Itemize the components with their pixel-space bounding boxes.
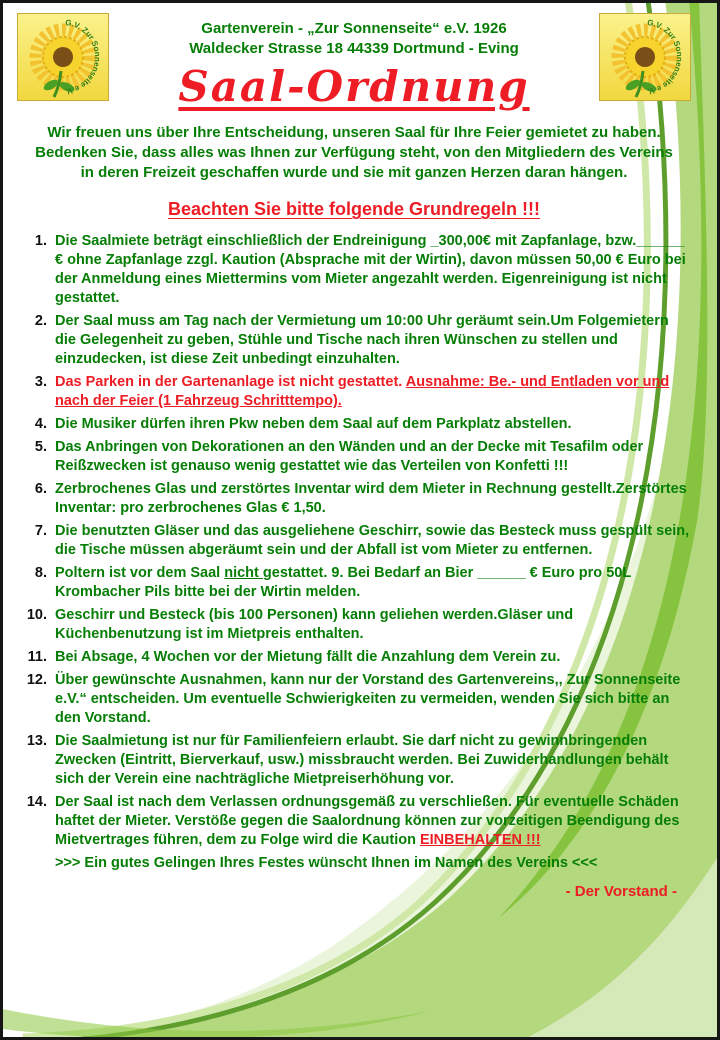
signature: - Der Vorstand - xyxy=(565,883,677,900)
rule-text-segment: EINBEHALTEN !!! xyxy=(419,832,541,848)
rule-text xyxy=(55,606,691,644)
rule-text xyxy=(55,648,691,667)
rule-number: 5. xyxy=(34,439,47,455)
rule-number: 13. xyxy=(26,733,47,749)
closing-line: >>> Ein gutes Gelingen Ihres Festes wünscht Ihnen im Namen des Vereins <<< xyxy=(55,855,598,871)
rule-text-segment: nicht xyxy=(224,565,263,581)
rule-number: 3. xyxy=(34,374,47,390)
rule-item xyxy=(17,438,691,476)
rule-text xyxy=(55,480,691,518)
intro-paragraph xyxy=(17,123,691,183)
rule-text-segment: Die Saalmietung ist nur für Familienfeiern erlaubt. Sie darf nicht zu gewinnbringenden Zwecken (Eintritt, Bierverkauf, usw.) missbraucht werden. Bei Zuwiderhandlungen behält sich der Verein eine nachträgliche Mietpreiserhöhung vor. xyxy=(55,733,669,787)
rule-text-segment: Ausnahme: Be.- und Entladen vor und nach der Feier (1 Fahrzeug Schritttempo). xyxy=(55,374,670,409)
rule-number: 14. xyxy=(26,794,47,810)
rules-heading: Beachten Sie bitte folgende Grundregeln !!! xyxy=(167,199,541,219)
rule-item xyxy=(17,415,691,434)
document-header xyxy=(17,11,691,111)
rule-number: 8. xyxy=(34,565,47,581)
rule-item xyxy=(17,312,691,369)
document-content xyxy=(3,3,717,900)
rule-item xyxy=(17,671,691,728)
rule-item xyxy=(17,793,691,850)
intro-line: Wir freuen uns über Ihre Entscheidung, unseren Saal für Ihre Feier gemietet zu haben. xyxy=(47,124,661,141)
rule-text-segment: Poltern ist vor dem Saal xyxy=(55,565,225,581)
club-logo-left xyxy=(17,13,109,101)
rule-text-segment: Die benutzten Gläser und das ausgeliehene Geschirr, sowie das Besteck muss gespült sein, die Tische müssen abgeräumt sein und der Abfall ist vom Mieter zu entfernen. xyxy=(55,523,690,558)
rule-text-segment: Bei Absage, 4 Wochen vor der Mietung fällt die Anzahlung dem Verein zu. xyxy=(55,649,561,665)
rule-number: 1. xyxy=(34,233,47,249)
rule-number: 2. xyxy=(34,313,47,329)
rule-text xyxy=(55,415,691,434)
intro-line: in deren Freizeit geschaffen wurde und sie mit ganzen Herzen daran hängen. xyxy=(80,164,628,181)
rule-item xyxy=(17,480,691,518)
rule-item xyxy=(17,522,691,560)
rule-item xyxy=(17,232,691,308)
sunflower-logo-icon xyxy=(599,13,691,101)
rule-text xyxy=(55,732,691,789)
org-name: Gartenverein - „Zur Sonnenseite“ e.V. 1926 xyxy=(201,20,507,37)
rule-text-segment: Das Anbringen von Dekorationen an den Wänden und an der Decke mit Tesafilm oder Reißzwecken ist genauso wenig gestattet wie das Verteilen von Konfetti !!! xyxy=(55,439,644,474)
header-text-block xyxy=(109,11,599,111)
rules-list xyxy=(17,232,691,850)
rule-text xyxy=(55,793,691,850)
rule-text-segment: Der Saal muss am Tag nach der Vermietung um 10:00 Uhr geräumt sein.Um Folgemietern die Gelegenheit zu geben, Stühle und Tische nach ihren Wünschen zu stellen und einzudecken, ist diese Zeit unbedingt einzuhalten. xyxy=(55,313,669,367)
rule-text xyxy=(55,671,691,728)
rule-text-segment: gestattet. 9. Bei Bedarf an Bier ______ € Euro pro 50L Krombacher Pils bitte bei der Wirtin melden. xyxy=(55,565,631,600)
sunflower-logo-icon xyxy=(17,13,109,101)
org-address: Waldecker Strasse 18 44339 Dortmund - Eving xyxy=(189,40,519,57)
rule-text xyxy=(55,312,691,369)
rule-number: 11. xyxy=(27,649,47,665)
rule-item xyxy=(17,606,691,644)
rule-text-segment: Geschirr und Besteck (bis 100 Personen) kann geliehen werden.Gläser und Küchenbenutzung ist im Mietpreis enthalten. xyxy=(55,607,574,642)
rule-text-segment: Der Saal ist nach dem Verlassen ordnungsgemäß zu verschließen. Für eventuelle Schäden haftet der Mieter. Verstöße gegen die Saalordnung können zur vorzeitigen Beendigung des Mietvertrages führen, dem zu Folge wird die Kaution xyxy=(55,794,680,848)
rule-text-segment: Das Parken in der Gartenanlage ist nicht gestattet. xyxy=(55,374,406,390)
rule-text-segment: Die Musiker dürfen ihren Pkw neben dem Saal auf dem Parkplatz abstellen. xyxy=(55,416,572,432)
rule-text xyxy=(55,522,691,560)
rule-item xyxy=(17,732,691,789)
rule-text xyxy=(55,232,691,308)
rule-text xyxy=(55,564,691,602)
rule-item xyxy=(17,564,691,602)
rule-number: 12. xyxy=(26,672,47,688)
rule-item xyxy=(17,373,691,411)
rule-text-segment: Über gewünschte Ausnahmen, kann nur der Vorstand des Gartenvereins,, Zur Sonnenseite e.V.“ entscheiden. Um eventuelle Schwierigkeiten zu vermeiden, wenden Sie sich bitte an den Vorstand. xyxy=(55,672,681,726)
rule-number: 6. xyxy=(34,481,47,497)
rule-number: 10. xyxy=(26,607,47,623)
rule-text xyxy=(55,373,691,411)
rule-text xyxy=(55,438,691,476)
rule-item xyxy=(17,648,691,667)
rule-text-segment: Zerbrochenes Glas und zerstörtes Inventar wird dem Mieter in Rechnung gestellt.Zerstörtes Inventar: pro zerbrochenes Glas € 1,50. xyxy=(55,481,687,516)
intro-line: Bedenken Sie, dass alles was Ihnen zur Verfügung steht, von den Mitgliedern des Vereins xyxy=(35,144,673,161)
rule-number: 4. xyxy=(34,416,47,432)
rule-number: 7. xyxy=(34,523,47,539)
rule-text-segment: Die Saalmiete beträgt einschließlich der Endreinigung _300,00€ mit Zapfanlage, bzw.______ € ohne Zapfanlage zzgl. Kaution (Absprache mit der Wirtin), davon müssen 50,00 € Euro bei der Anmeldung eines Miettermins vom Mieter angezahlt werden. Eigenreinigung ist nicht gestattet. xyxy=(55,233,686,306)
page-title: Saal-Ordnung xyxy=(178,62,530,111)
club-logo-right xyxy=(599,13,691,101)
